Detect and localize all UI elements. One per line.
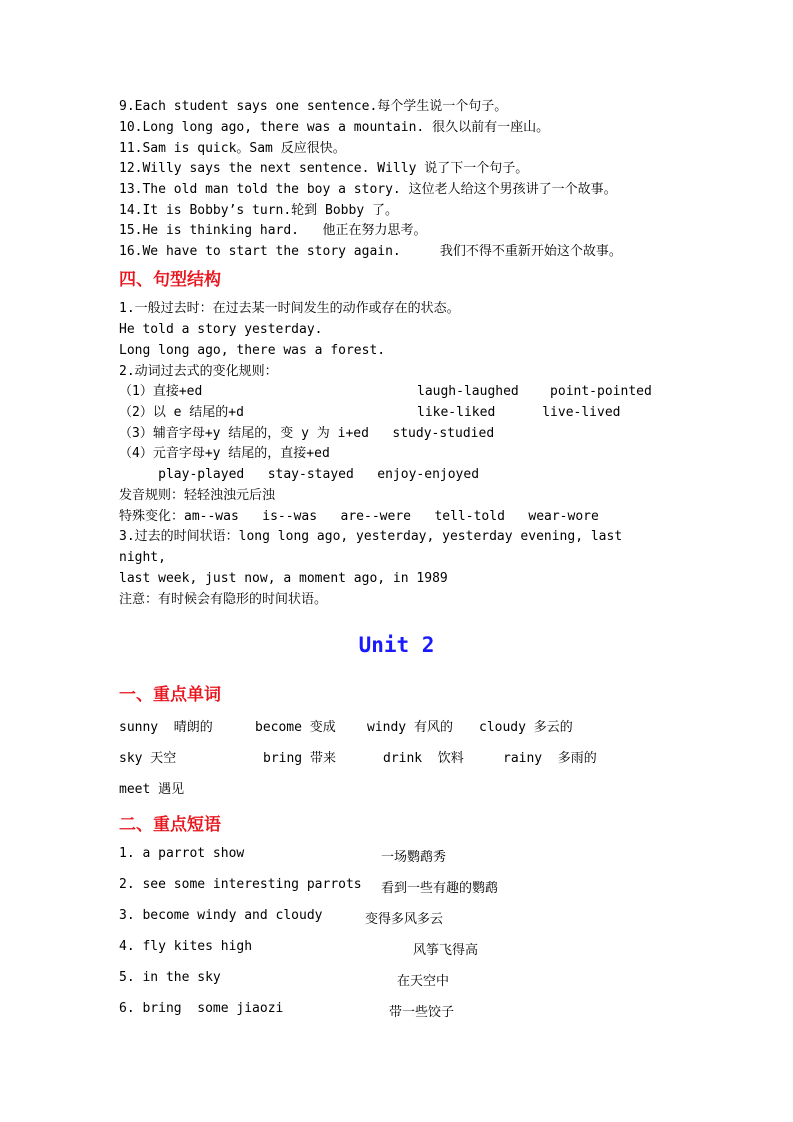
vocab-item: windy 有风的 bbox=[367, 720, 453, 735]
rule-example: laugh-laughed point-pointed bbox=[417, 384, 652, 399]
grammar-line: Long long ago, there was a forest. bbox=[119, 343, 386, 358]
phrase-en: 2. see some interesting parrots bbox=[119, 877, 362, 892]
section-heading: 二、重点短语 bbox=[119, 815, 221, 835]
vocab-item: drink 饮料 bbox=[383, 751, 464, 766]
phrase-zh: 风筝飞得高 bbox=[413, 943, 479, 958]
vocab-item: bring 带来 bbox=[263, 751, 336, 766]
grammar-line: 注意：有时候会有隐形的时间状语。 bbox=[119, 592, 328, 607]
phrase-en: 4. fly kites high bbox=[119, 939, 253, 954]
vocab-item: become 变成 bbox=[255, 720, 336, 735]
vocab-item: sunny 晴朗的 bbox=[119, 720, 213, 735]
sentence-line: 14.It is Bobby’s turn.轮到 Bobby 了。 bbox=[119, 203, 398, 218]
grammar-line: （2）以 e 结尾的+d bbox=[119, 405, 244, 420]
rule-example: like-liked live-lived bbox=[417, 405, 621, 420]
grammar-line: night, bbox=[119, 550, 166, 565]
vocab-item: cloudy 多云的 bbox=[479, 720, 573, 735]
grammar-line: （4）元音字母+y 结尾的，直接+ed bbox=[119, 446, 330, 461]
grammar-line: 特殊变化：am--was is--was are--were tell-told wear-wore bbox=[119, 509, 599, 524]
sentence-line: 11.Sam is quick。Sam 反应很快。 bbox=[119, 141, 346, 156]
phrase-en: 5. in the sky bbox=[119, 970, 221, 985]
grammar-line: He told a story yesterday. bbox=[119, 322, 323, 337]
grammar-line: 1.一般过去时：在过去某一时间发生的动作或存在的状态。 bbox=[119, 301, 460, 316]
grammar-line: （3）辅音字母+y 结尾的，变 y 为 i+ed study-studied bbox=[119, 426, 495, 441]
grammar-line: 发音规则：轻轻浊浊元后浊 bbox=[119, 488, 276, 503]
sentence-line: 15.He is thinking hard. 他正在努力思考。 bbox=[119, 223, 427, 238]
sentence-line: 12.Willy says the next sentence. Willy 说了下一个句子。 bbox=[119, 161, 529, 176]
sentence-line: 10.Long long ago, there was a mountain. 很久以前有一座山。 bbox=[119, 120, 550, 135]
section-heading: 四、句型结构 bbox=[119, 270, 221, 290]
grammar-line: （1）直接+ed bbox=[119, 384, 203, 399]
phrase-zh: 在天空中 bbox=[397, 974, 450, 989]
grammar-line: 2.动词过去式的变化规则： bbox=[119, 364, 278, 379]
phrase-en: 1. a parrot show bbox=[119, 846, 245, 861]
phrase-en: 6. bring some jiaozi bbox=[119, 1001, 284, 1016]
phrase-zh: 带一些饺子 bbox=[389, 1005, 455, 1020]
phrase-en: 3. become windy and cloudy bbox=[119, 908, 323, 923]
vocab-item: meet 遇见 bbox=[119, 782, 185, 797]
sentence-line: 13.The old man told the boy a story. 这位老人给这个男孩讲了一个故事。 bbox=[119, 182, 617, 197]
grammar-line: last week, just now, a moment ago, in 1989 bbox=[119, 571, 448, 586]
vocab-item: rainy 多雨的 bbox=[503, 751, 597, 766]
grammar-line: 3.过去的时间状语：long long ago, yesterday, yesterday evening, last bbox=[119, 529, 623, 544]
sentence-line: 9.Each student says one sentence.每个学生说一个句子。 bbox=[119, 99, 508, 114]
phrase-zh: 变得多风多云 bbox=[365, 912, 444, 927]
unit-title: Unit 2 bbox=[358, 633, 435, 657]
grammar-line: play-played stay-stayed enjoy-enjoyed bbox=[119, 467, 480, 482]
vocab-item: sky 天空 bbox=[119, 751, 177, 766]
sentence-line: 16.We have to start the story again. 我们不得不重新开始这个故事。 bbox=[119, 244, 622, 259]
phrase-zh: 看到一些有趣的鹦鹉 bbox=[381, 881, 499, 896]
phrase-zh: 一场鹦鹉秀 bbox=[381, 850, 447, 865]
section-heading: 一、重点单词 bbox=[119, 685, 221, 705]
